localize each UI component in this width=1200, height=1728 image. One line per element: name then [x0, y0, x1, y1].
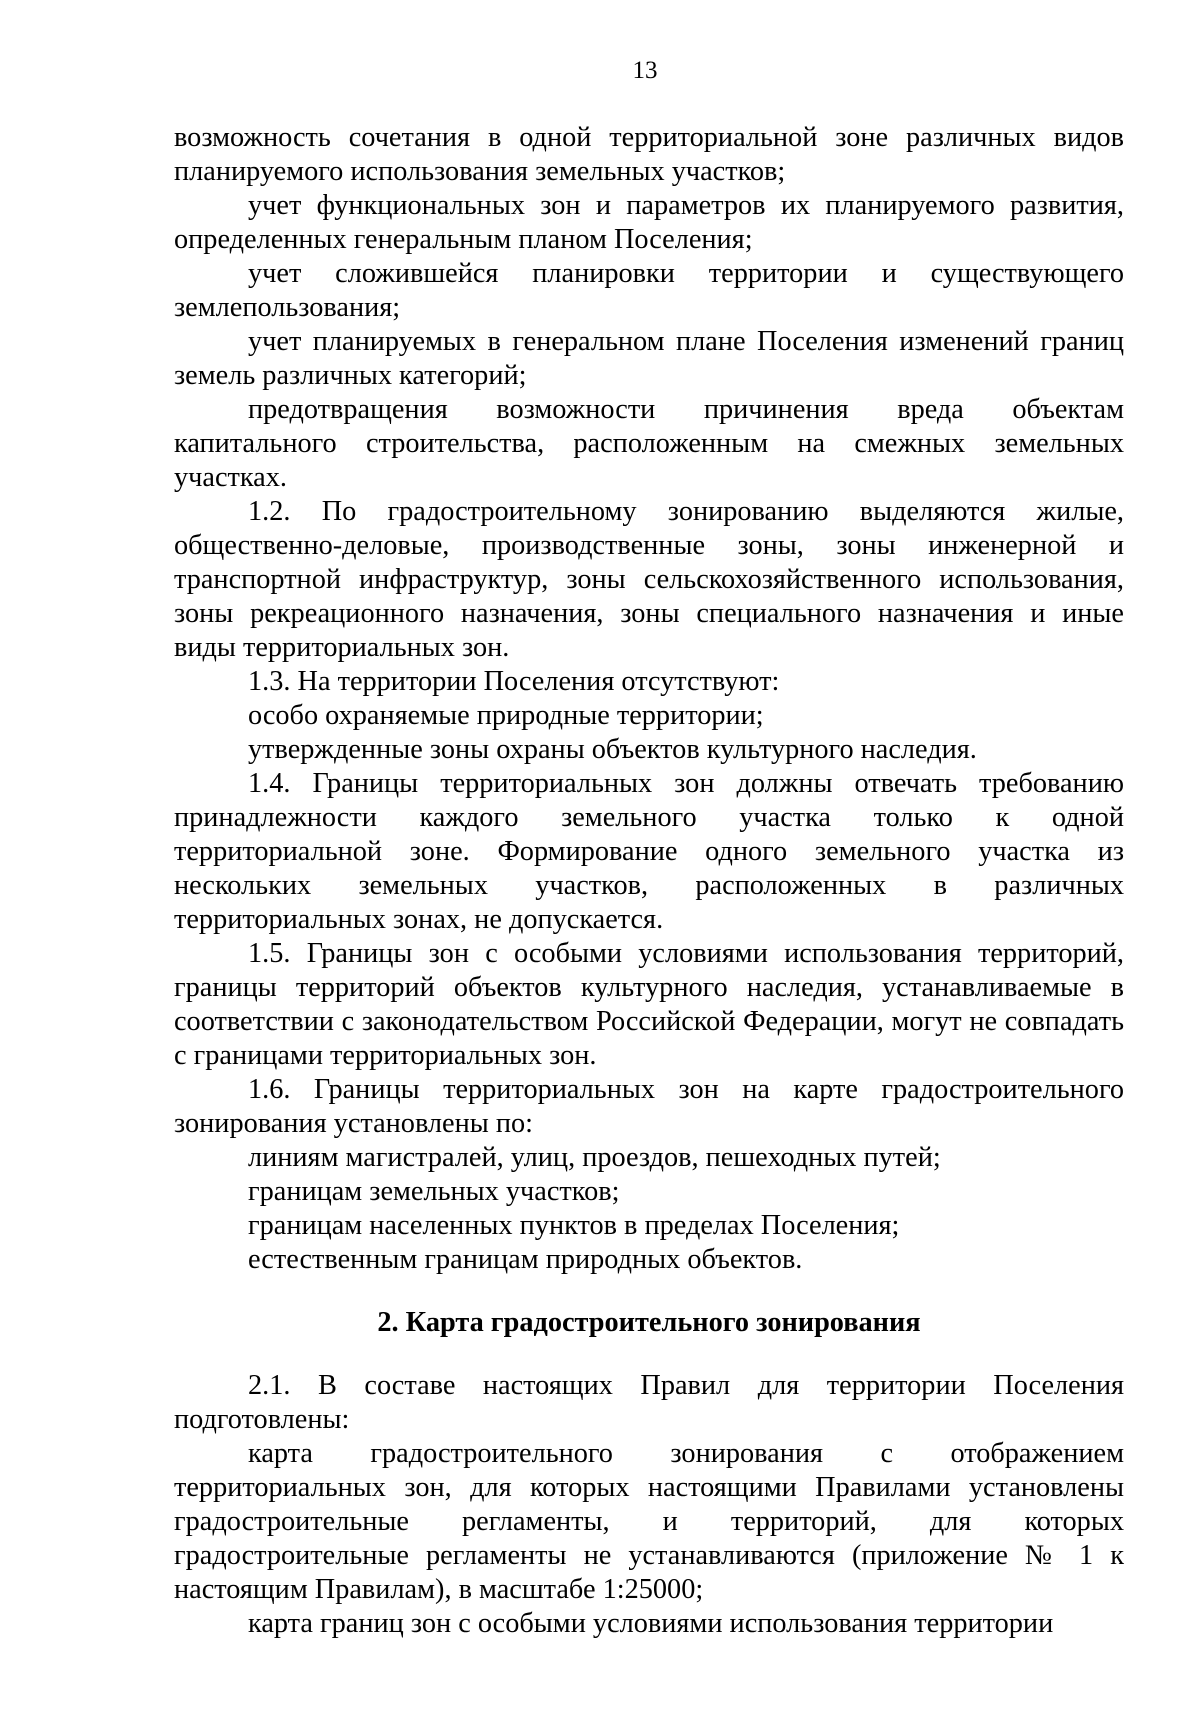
- paragraph-1-4: 1.4. Границы территориальных зон должны отвечать требованию принадлежности каждого земельного участка только к одной территориальной зоне. Формирование одного земельного участка из нескольких земельных участков, расположенных в различных территориальных зонах, не допускается.: [174, 768, 1124, 935]
- paragraph-2-1-item-2: карта границ зон с особыми условиями использования территории: [248, 1608, 1054, 1639]
- paragraph-3: учет сложившейся планировки территории и существующего землепользования;: [174, 258, 1124, 323]
- paragraph-1-6-item-1: линиям магистралей, улиц, проездов, пешеходных путей;: [248, 1142, 941, 1173]
- paragraph-2-1: 2.1. В составе настоящих Правил для территории Поселения подготовлены:: [174, 1370, 1124, 1435]
- section-title: 2. Карта градостроительного зонирования: [377, 1307, 921, 1338]
- paragraph-1-6-item-2: границам земельных участков;: [248, 1176, 620, 1207]
- paragraph-1-3-item-1: особо охраняемые природные территории;: [248, 700, 764, 731]
- paragraph-1-5: 1.5. Границы зон с особыми условиями использования территорий, границы территорий объектов культурного наследия, устанавливаемые в соответствии с законодательством Российской Федерации, могут не совпадать с границами территориальных зон.: [174, 938, 1124, 1071]
- page-number: 13: [632, 57, 658, 84]
- paragraph-1-3: 1.3. На территории Поселения отсутствуют:: [248, 666, 780, 697]
- paragraph-1-6-item-4: естественным границам природных объектов.: [248, 1244, 803, 1275]
- paragraph-1-6: 1.6. Границы территориальных зон на карте градостроительного зонирования установлены по:: [174, 1074, 1124, 1139]
- paragraph-1-3-item-2: утвержденные зоны охраны объектов культурного наследия.: [248, 734, 977, 765]
- paragraph-1-2: 1.2. По градостроительному зонированию выделяются жилые, общественно-деловые, производственные зоны, зоны инженерной и транспортной инфраструктур, зоны сельскохозяйственного использования, зоны рекреационного назначения, зоны специального назначения и иные виды территориальных зон.: [174, 496, 1124, 663]
- paragraph-5: предотвращения возможности причинения вреда объектам капитального строительства, расположенным на смежных земельных участках.: [174, 394, 1124, 493]
- paragraph-2: учет функциональных зон и параметров их планируемого развития, определенных генеральным планом Поселения;: [174, 190, 1124, 255]
- paragraph-1: возможность сочетания в одной территориальной зоне различных видов планируемого использования земельных участков;: [174, 122, 1124, 187]
- paragraph-2-1-item-1: карта градостроительного зонирования с отображением территориальных зон, для которых настоящими Правилами установлены градостроительные регламенты, и территорий, для которых градостроительные регламенты не устанавливаются (приложение № 1 к настоящим Правилам), в масштабе 1:25000;: [174, 1438, 1124, 1605]
- paragraph-4: учет планируемых в генеральном плане Поселения изменений границ земель различных категорий;: [174, 326, 1124, 391]
- paragraph-1-6-item-3: границам населенных пунктов в пределах Поселения;: [248, 1210, 900, 1241]
- document-body: [174, 121, 1124, 1641]
